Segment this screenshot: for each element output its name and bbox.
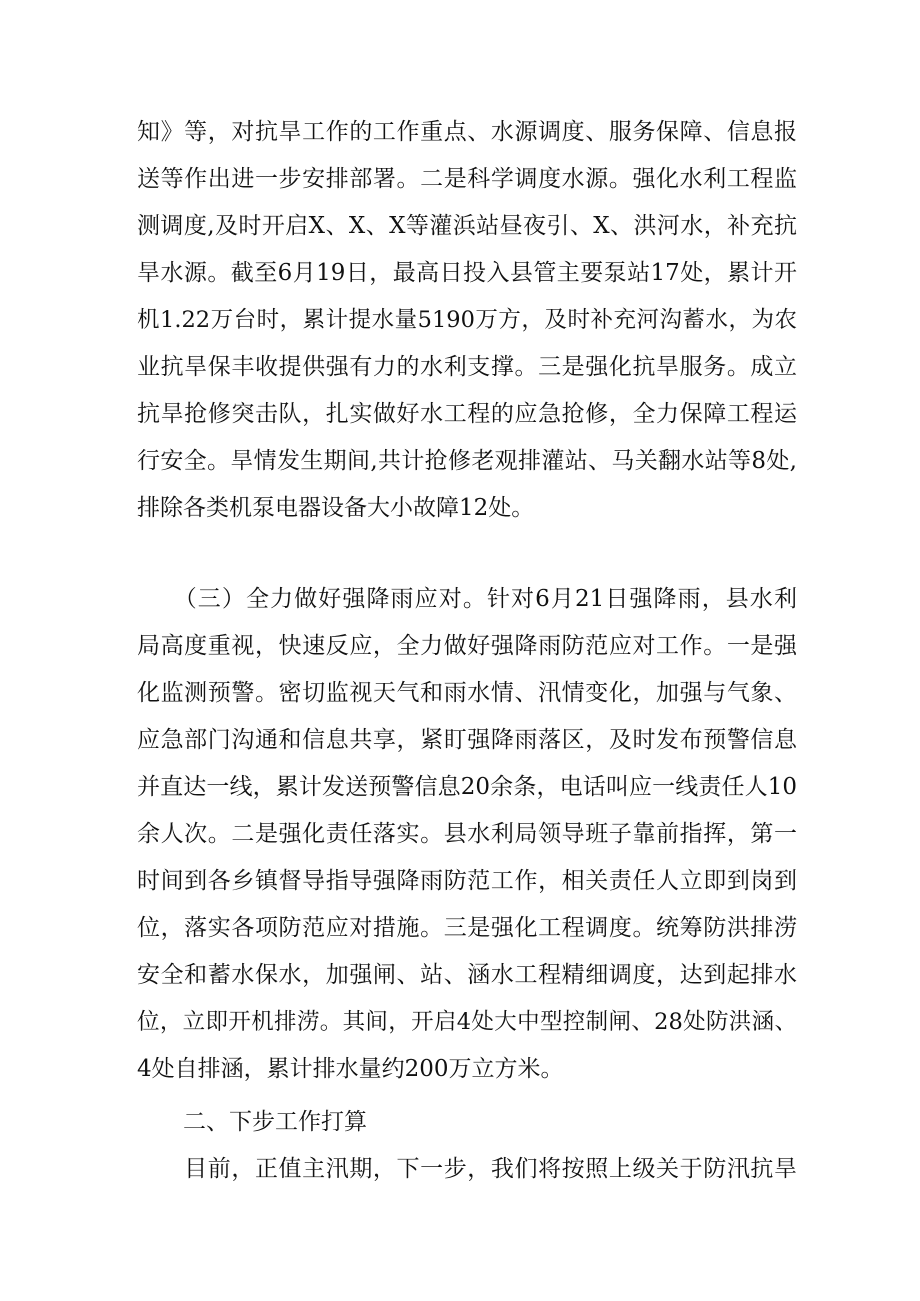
text-line: 并直达一线，累计发送预警信息20余条，电话叫应一线责任人10 bbox=[137, 774, 797, 800]
text-line: 抗旱抢修突击队，扎实做好水工程的应急抢修，全力保障工程运 bbox=[137, 401, 797, 427]
text-line: 目前，正值主汛期，下一步，我们将按照上级关于防汛抗旱 bbox=[137, 1156, 797, 1182]
text-line: 旱水源。截至6月19日，最高日投入县管主要泵站17处，累计开 bbox=[137, 260, 797, 286]
text-line: 4处自排涵，累计排水量约200万立方米。 bbox=[137, 1056, 564, 1082]
section-heading-text: 二、下步工作打算 bbox=[137, 1109, 367, 1135]
text-line: 测调度,及时开启X、X、X等灌浜站昼夜引、X、洪河水，补充抗 bbox=[137, 213, 797, 239]
text-line: 应急部门沟通和信息共享，紧盯强降雨落区，及时发布预警信息 bbox=[137, 727, 797, 753]
text-line: （三）全力做好强降雨应对。针对6月21日强降雨，县水利 bbox=[137, 586, 797, 612]
section-heading bbox=[137, 1099, 797, 1146]
text-line: 知》等，对抗旱工作的工作重点、水源调度、服务保障、信息报 bbox=[137, 119, 797, 145]
text-line: 排除各类机泵电器设备大小故障12处。 bbox=[137, 495, 535, 521]
text-line: 机1.22万台时，累计提水量5190万方，及时补充河沟蓄水，为农 bbox=[137, 307, 797, 333]
text-line: 余人次。二是强化责任落实。县水利局领导班子靠前指挥，第一 bbox=[137, 821, 797, 847]
text-line: 化监测预警。密切监视天气和雨水情、汛情变化，加强与气象、 bbox=[137, 680, 797, 706]
text-line: 位，立即开机排涝。其间，开启4处大中型控制闸、28处防洪涵、 bbox=[137, 1009, 797, 1035]
paragraph-drought-relief bbox=[137, 109, 797, 532]
text-line: 送等作出进一步安排部署。二是科学调度水源。强化水利工程监 bbox=[137, 166, 797, 192]
text-line: 局高度重视，快速反应，全力做好强降雨防范应对工作。一是强 bbox=[137, 633, 797, 659]
paragraph-heavy-rain-response bbox=[137, 576, 797, 1093]
text-line: 行安全。旱情发生期间,共计抢修老观排灌站、马关翻水站等8处, bbox=[137, 448, 797, 474]
text-line: 时间到各乡镇督导指导强降雨防范工作，相关责任人立即到岗到 bbox=[137, 868, 797, 894]
text-line: 位，落实各项防范应对措施。三是强化工程调度。统筹防洪排涝 bbox=[137, 915, 797, 941]
paragraph-next-steps bbox=[137, 1146, 797, 1193]
text-line: 业抗旱保丰收提供强有力的水利支撑。三是强化抗旱服务。成立 bbox=[137, 354, 797, 380]
text-line: 安全和蓄水保水，加强闸、站、涵水工程精细调度，达到起排水 bbox=[137, 962, 797, 988]
